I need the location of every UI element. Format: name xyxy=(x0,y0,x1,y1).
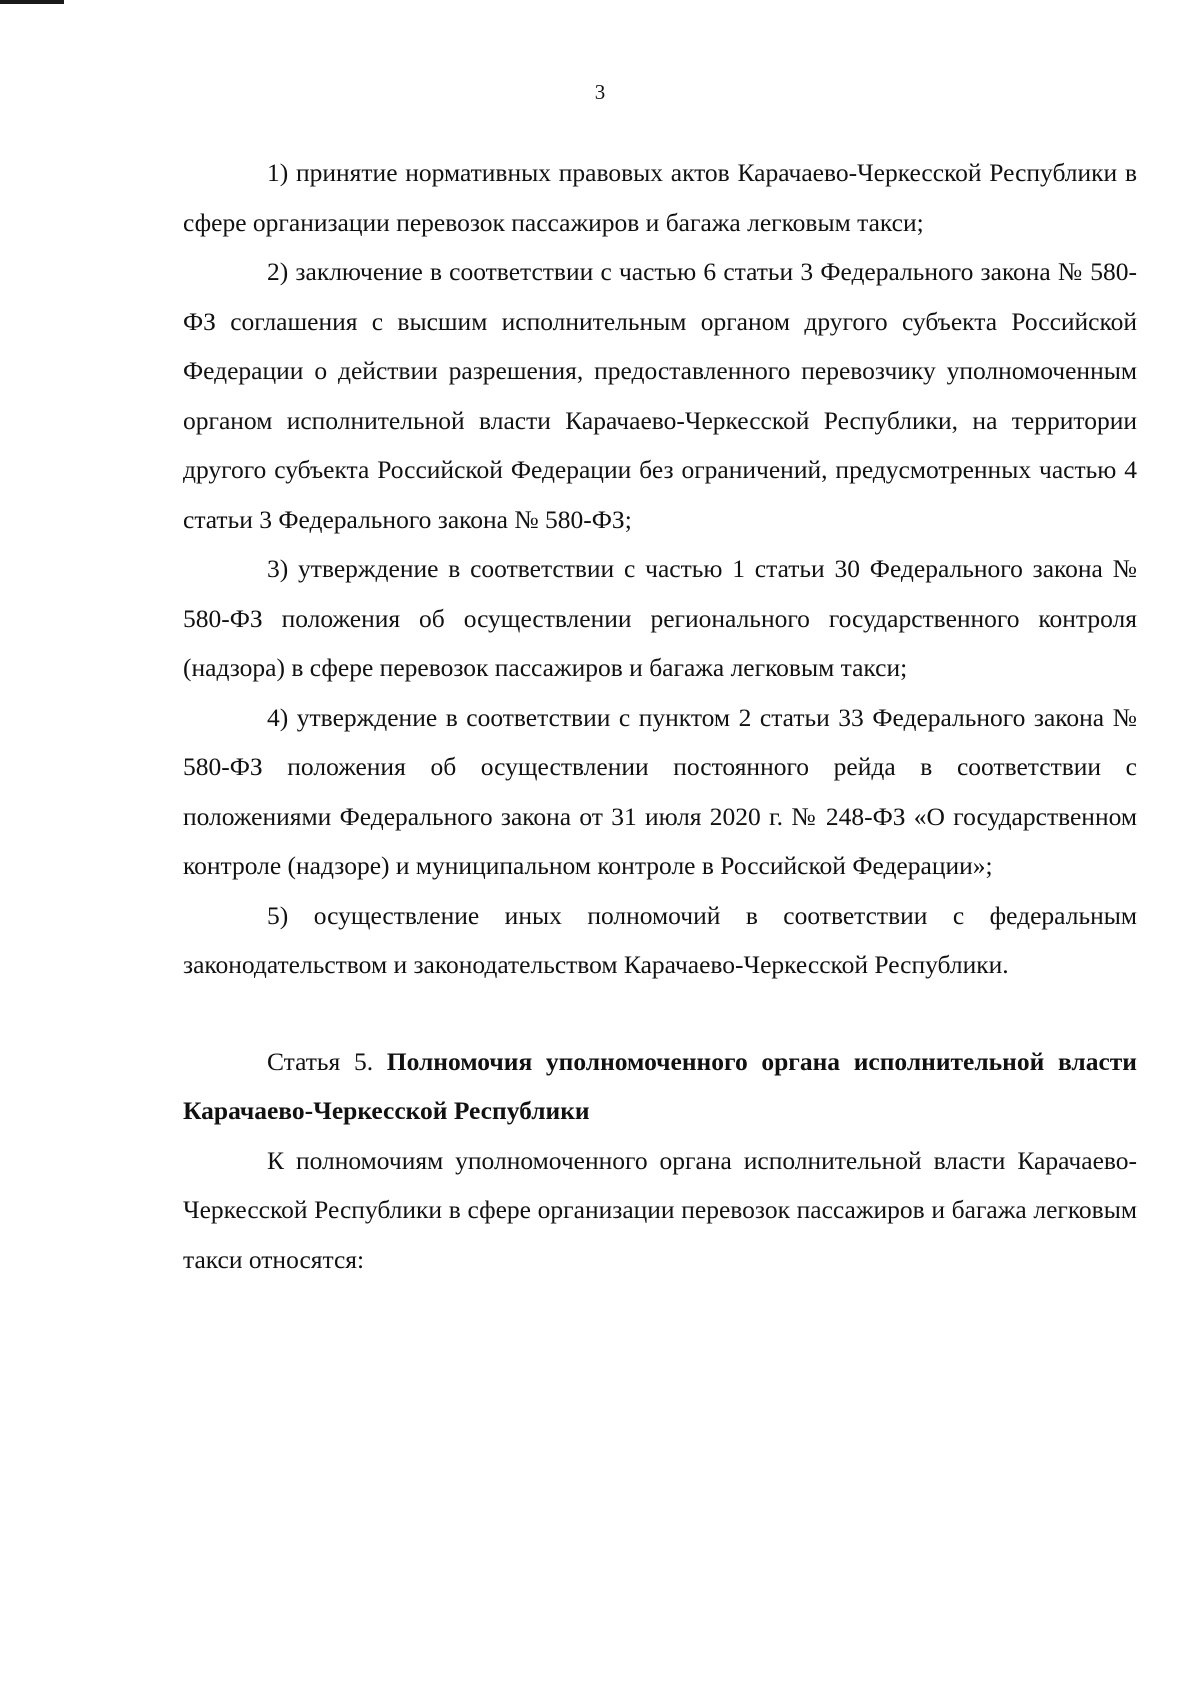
list-item-3: 3) утверждение в соответствии с частью 1 статьи 30 Федерального закона № 580-ФЗ положения об осуществлении регионального государственного контроля (надзора) в сфере перевозок пассажиров и багажа легковым такси; xyxy=(183,554,1137,682)
article-title: Полномочия уполномоченного органа исполнительной власти Карачаево-Черкесской Республики xyxy=(183,1046,1137,1125)
page-number: 3 xyxy=(594,80,606,104)
list-item-4: 4) утверждение в соответствии с пунктом 2 статьи 33 Федерального закона № 580-ФЗ положения об осуществлении постоянного рейда в соответствии с положениями Федерального закона от 31 июля 2020 г. № 248-ФЗ «О государственном контроле (надзоре) и муниципальном контроле в Российской Федерации»; xyxy=(183,702,1137,880)
list-item-5: 5) осуществление иных полномочий в соответствии с федеральным законодательством и законодательством Карачаево-Черкесской Республики. xyxy=(183,900,1137,979)
scan-edge-mark xyxy=(0,0,64,4)
list-item-2: 2) заключение в соответствии с частью 6 статьи 3 Федерального закона № 580-ФЗ соглашения с высшим исполнительным органом другого субъекта Российской Федерации о действии разрешения, предоставленного перевозчику уполномоченным органом исполнительной власти Карачаево-Черкесской Республики, на территории другого субъекта Российской Федерации без ограничений, предусмотренных частью 4 статьи 3 Федерального закона № 580-ФЗ; xyxy=(183,257,1137,534)
article-label: Статья 5. xyxy=(267,1046,387,1076)
article-heading xyxy=(183,1037,1137,1136)
document-body xyxy=(183,148,1137,1284)
list-item-1: 1) принятие нормативных правовых актов Карачаево-Черкесской Республики в сфере организации перевозок пассажиров и багажа легковым такси; xyxy=(183,158,1137,237)
article-intro-paragraph: К полномочиям уполномоченного органа исполнительной власти Карачаево-Черкесской Республики в сфере организации перевозок пассажиров и багажа легковым такси относятся: xyxy=(183,1145,1137,1274)
